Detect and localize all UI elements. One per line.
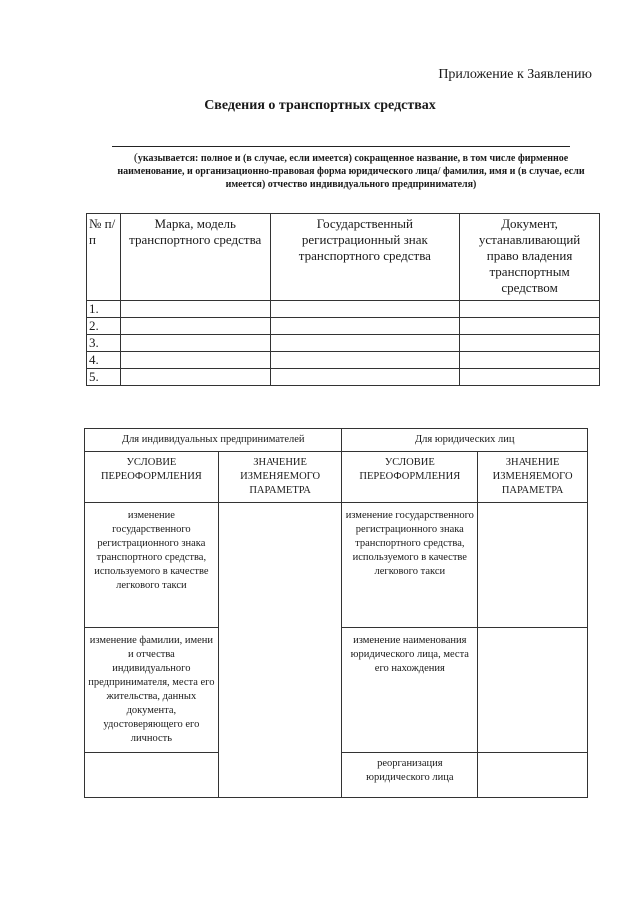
- col-header-value-legal: ЗНАЧЕНИЕ ИЗМЕНЯЕМОГО ПАРАМЕТРА: [478, 452, 588, 503]
- row-number: 4.: [87, 352, 121, 369]
- plate-cell[interactable]: [270, 301, 460, 318]
- col-header-condition-legal: УСЛОВИЕ ПЕРЕОФОРМЛЕНИЯ: [342, 452, 478, 503]
- col-header-number: № п/п: [87, 214, 121, 301]
- reissue-table: [84, 428, 588, 798]
- ownership-doc-cell[interactable]: [460, 301, 600, 318]
- col-header-plate: Государственный регистрационный знак транспортного средства: [270, 214, 460, 301]
- table-row: [85, 503, 588, 628]
- ownership-doc-cell[interactable]: [460, 335, 600, 352]
- plate-cell[interactable]: [270, 369, 460, 386]
- column-header-row: [85, 452, 588, 503]
- group-header-row: [85, 429, 588, 452]
- model-cell[interactable]: [120, 369, 270, 386]
- value-cell-legal[interactable]: [478, 628, 588, 753]
- condition-cell-legal: изменение наименования юридического лица, места его нахождения: [342, 628, 478, 753]
- group-header-individual: Для индивидуальных предпринимателей: [85, 429, 342, 452]
- note-open-paren: (: [133, 150, 138, 164]
- model-cell[interactable]: [120, 318, 270, 335]
- document-title: Сведения о транспортных средствах: [204, 98, 436, 113]
- condition-cell-individual: [85, 753, 219, 798]
- model-cell[interactable]: [120, 335, 270, 352]
- value-cell-individual[interactable]: [218, 503, 342, 798]
- model-cell[interactable]: [120, 301, 270, 318]
- ownership-doc-cell[interactable]: [460, 352, 600, 369]
- applicant-note: [104, 151, 598, 191]
- table-row: [87, 352, 600, 369]
- condition-cell-individual: изменение государственного регистрационного знака транспортного средства, используемого в качестве легкового такси: [85, 503, 219, 628]
- col-header-condition-individual: УСЛОВИЕ ПЕРЕОФОРМЛЕНИЯ: [85, 452, 219, 503]
- note-text: указывается: полное и (в случае, если имеется) сокращенное название, в том числе фирменное наименование, и организационно-правовая форма юридического лица/ фамилия, имя и (в случае, если имеется) отчество индивидуального предпринимателя): [117, 153, 585, 190]
- condition-cell-legal: реорганизация юридического лица: [342, 753, 478, 798]
- ownership-doc-cell[interactable]: [460, 369, 600, 386]
- group-header-legal-entity: Для юридических лиц: [342, 429, 588, 452]
- row-number: 5.: [87, 369, 121, 386]
- vehicles-table: [86, 213, 600, 386]
- condition-cell-legal: изменение государственного регистрационного знака транспортного средства, используемого в качестве легкового такси: [342, 503, 478, 628]
- condition-cell-individual: изменение фамилии, имени и отчества индивидуального предпринимателя, места его жительства, данных документа, удостоверяющего его личность: [85, 628, 219, 753]
- vehicles-header-row: [87, 214, 600, 301]
- plate-cell[interactable]: [270, 318, 460, 335]
- plate-cell[interactable]: [270, 352, 460, 369]
- ownership-doc-cell[interactable]: [460, 318, 600, 335]
- col-header-value-individual: ЗНАЧЕНИЕ ИЗМЕНЯЕМОГО ПАРАМЕТРА: [218, 452, 342, 503]
- value-cell-legal[interactable]: [478, 503, 588, 628]
- table-row: [87, 369, 600, 386]
- plate-cell[interactable]: [270, 335, 460, 352]
- table-row: [87, 318, 600, 335]
- col-header-model: Марка, модель транспортного средства: [120, 214, 270, 301]
- row-number: 1.: [87, 301, 121, 318]
- row-number: 3.: [87, 335, 121, 352]
- table-row: [87, 335, 600, 352]
- appendix-label: Приложение к Заявлению: [438, 67, 592, 82]
- applicant-name-line[interactable]: [112, 146, 570, 147]
- table-row: [87, 301, 600, 318]
- value-cell-legal[interactable]: [478, 753, 588, 798]
- model-cell[interactable]: [120, 352, 270, 369]
- col-header-ownership-doc: Документ, устанавливающий право владения транспортным средством: [460, 214, 600, 301]
- row-number: 2.: [87, 318, 121, 335]
